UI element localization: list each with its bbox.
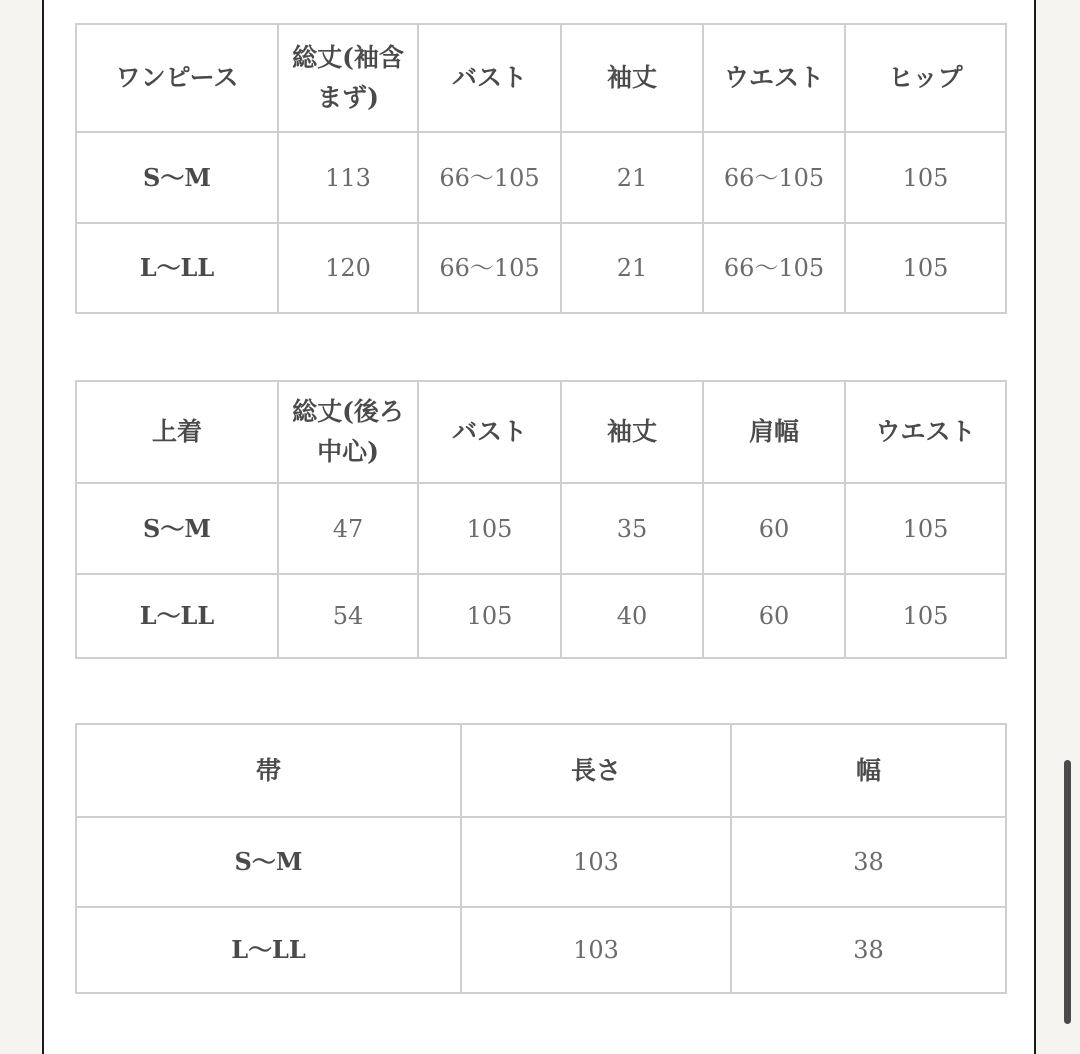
table-cell: 105 <box>845 223 1006 313</box>
header-cell: 総丈(袖含まず) <box>278 24 418 132</box>
size-label: S〜M <box>76 483 278 574</box>
dress-size-table <box>75 23 1007 314</box>
table-header-row <box>76 24 1006 132</box>
table-cell: 103 <box>461 817 731 907</box>
table-cell: 66〜105 <box>703 132 845 223</box>
table-cell: 66〜105 <box>418 223 561 313</box>
header-cell: 総丈(後ろ中心) <box>278 381 418 483</box>
header-cell: 長さ <box>461 724 731 817</box>
table-row <box>76 132 1006 223</box>
table-cell: 21 <box>561 223 703 313</box>
header-cell: バスト <box>418 24 561 132</box>
table-cell: 120 <box>278 223 418 313</box>
obi-size-table <box>75 723 1007 994</box>
table-cell: 54 <box>278 574 418 658</box>
table-cell: 105 <box>418 483 561 574</box>
table-row <box>76 574 1006 658</box>
header-cell: 上着 <box>76 381 278 483</box>
table-cell: 38 <box>731 907 1006 993</box>
size-label: L〜LL <box>76 574 278 658</box>
table-cell: 113 <box>278 132 418 223</box>
header-cell: ウエスト <box>703 24 845 132</box>
header-cell: 幅 <box>731 724 1006 817</box>
table-row <box>76 223 1006 313</box>
scrollbar-thumb[interactable] <box>1064 760 1071 1024</box>
table-cell: 105 <box>845 574 1006 658</box>
header-cell: ワンピース <box>76 24 278 132</box>
size-label: L〜LL <box>76 907 461 993</box>
header-cell: 肩幅 <box>703 381 845 483</box>
table-cell: 66〜105 <box>703 223 845 313</box>
table-cell: 103 <box>461 907 731 993</box>
table-cell: 66〜105 <box>418 132 561 223</box>
header-cell: 袖丈 <box>561 24 703 132</box>
header-cell: 帯 <box>76 724 461 817</box>
table-cell: 105 <box>418 574 561 658</box>
table-cell: 35 <box>561 483 703 574</box>
table-header-row <box>76 724 1006 817</box>
table-cell: 105 <box>845 132 1006 223</box>
size-label: S〜M <box>76 817 461 907</box>
table-cell: 60 <box>703 574 845 658</box>
table-row <box>76 907 1006 993</box>
jacket-size-table <box>75 380 1007 659</box>
header-cell: ウエスト <box>845 381 1006 483</box>
table-cell: 21 <box>561 132 703 223</box>
size-label: L〜LL <box>76 223 278 313</box>
size-label: S〜M <box>76 132 278 223</box>
header-cell: 袖丈 <box>561 381 703 483</box>
table-cell: 105 <box>845 483 1006 574</box>
table-cell: 47 <box>278 483 418 574</box>
table-cell: 38 <box>731 817 1006 907</box>
table-cell: 60 <box>703 483 845 574</box>
table-cell: 40 <box>561 574 703 658</box>
header-cell: ヒップ <box>845 24 1006 132</box>
table-row <box>76 483 1006 574</box>
table-header-row <box>76 381 1006 483</box>
table-row <box>76 817 1006 907</box>
header-cell: バスト <box>418 381 561 483</box>
